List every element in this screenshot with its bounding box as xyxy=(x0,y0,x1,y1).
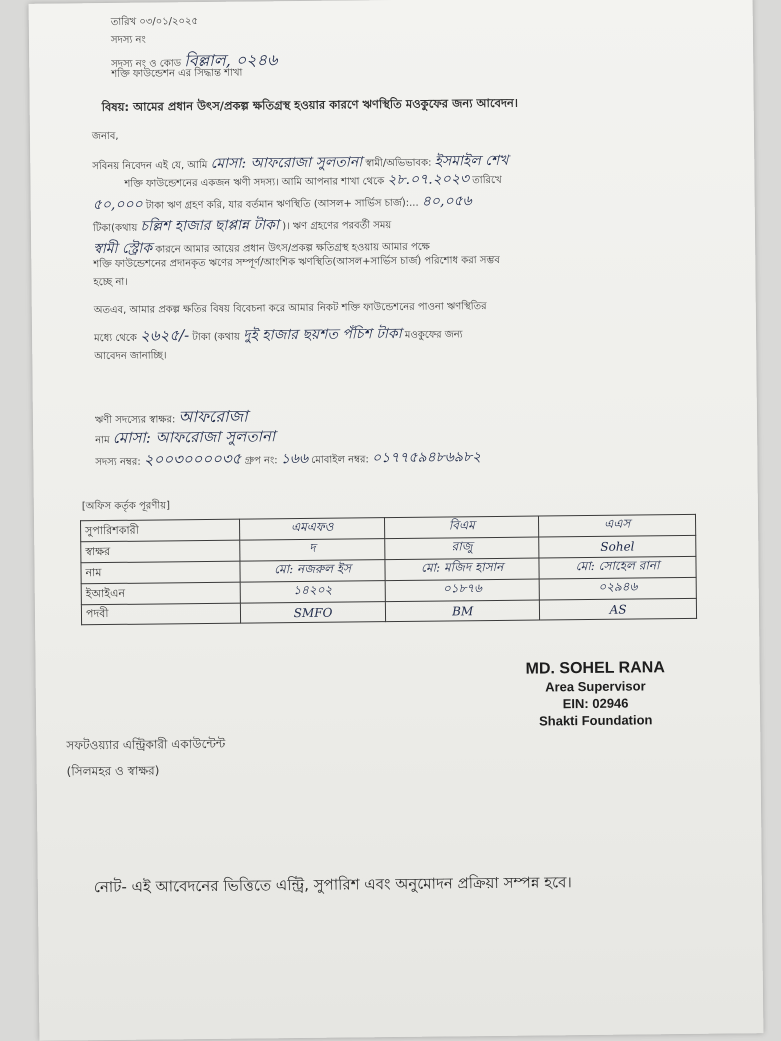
body-line-3-printed: টাকা ঋণ গ্রহণ করি, যার বর্তমান ঋণস্থিতি (আসল+ সার্ভিস চার্জ):... xyxy=(145,197,419,212)
salutation: জনাব, xyxy=(91,130,119,143)
date-suffix: তারিখে xyxy=(472,174,502,187)
date-line: তারিখ ০৩/০১/২০২৫ xyxy=(110,16,199,28)
body-line-1-printed: সবিনয় নিবেদন এই যে, আমি xyxy=(92,159,208,173)
body-line-8: অতএব, আমার প্রকল্প ক্ষতির বিষয় বিবেচনা করে আমার নিকট শক্তি ফাউন্ডেশনের পাওনা ঋণস্থিতির xyxy=(93,301,487,317)
table-cell: সুপারিশকারী xyxy=(81,519,240,542)
header-line: সদস্য নং xyxy=(110,34,146,46)
mobile-number: ০১৭৭৫৯৪৮৬৯৮২ xyxy=(371,449,482,467)
loan-amount-handwritten: ৫০,০০০ xyxy=(92,196,143,214)
member-code-handwritten: বিল্লাল, ০২৪৬ xyxy=(184,50,278,71)
group-label: গ্রুপ নং: xyxy=(244,455,278,467)
table-cell: ইআইএন xyxy=(81,582,240,605)
reason-handwritten: স্বামী স্ট্রোক xyxy=(93,240,153,258)
table-cell: মো: নজরুল ইস xyxy=(240,560,385,583)
table-cell: ১৪২০২ xyxy=(240,581,385,604)
stamp-ein: EIN: 02946 xyxy=(562,695,629,712)
balance-handwritten: ৪০,০৫৬ xyxy=(421,193,472,210)
applicant-name-handwritten: মোসা: আফরোজা সুলতানা xyxy=(210,154,363,172)
supervisor-stamp xyxy=(525,659,665,729)
table-cell: রাজু xyxy=(385,537,539,560)
stamp-name: MD. SOHEL RANA xyxy=(525,659,665,678)
applicant-name: মোসা: আফরোজা সুলতানা xyxy=(112,427,276,447)
table-cell: দ xyxy=(240,539,385,562)
applicant-signature: আফরোজা xyxy=(178,406,248,427)
waiver-words-handwritten: দুই হাজার ছয়শত পঁচিশ টাকা xyxy=(243,325,402,344)
balance-words-handwritten: চল্লিশ হাজার ছাপ্পান্ন টাকা xyxy=(140,217,280,235)
table-cell: AS xyxy=(540,598,697,620)
loan-date-handwritten: ২৮.০৭.২০২৩ xyxy=(387,171,470,189)
branch-line: শক্তি ফাউন্ডেশন এর সিদ্ধান্ত শাখা xyxy=(111,67,243,80)
recommendation-table xyxy=(80,514,697,625)
guardian-handwritten: ইসমাইল শেখ xyxy=(434,152,509,170)
body-line-4-printed: )। ঋণ গ্রহণের পরবর্তী সময় xyxy=(282,220,392,233)
table-cell: ০১৮৭৬ xyxy=(385,579,539,602)
member-number: ২০০৩০০০০৩৫ xyxy=(143,449,242,469)
approver-subtitle: (সিলমহর ও স্বাক্ষর) xyxy=(66,763,160,779)
mobile-label: মোবাইল নম্বর: xyxy=(311,454,369,466)
footer-note: নোট- এই আবেদনের ভিত্তিতে এন্ট্রি, সুপারিশ এবং অনুমোদন প্রক্রিয়া সম্পন্ন হবে। xyxy=(93,873,572,897)
stamp-role: Area Supervisor xyxy=(545,678,646,695)
table-cell: Sohel xyxy=(539,535,696,558)
subject-line: বিষয়: আমের প্রধান উৎস/প্রকল্প ক্ষতিগ্রস্থ হওয়ার কারণে ঋণস্থিতি মওকুফের জন্য আবেদন। xyxy=(101,95,519,115)
table-cell: BM xyxy=(386,600,540,622)
table-cell: মো: সোহেল রানা xyxy=(539,556,696,579)
office-use-heading: [অফিস কর্তৃক পূরণীয়] xyxy=(81,500,171,513)
group-number: ১৬৬ xyxy=(280,450,309,468)
body-line-9-printed-b: টাকা (কথায় xyxy=(192,331,241,344)
name-label: নাম xyxy=(95,434,110,447)
applicant-id-line xyxy=(95,445,481,474)
table-cell: বিএম xyxy=(385,516,539,539)
body-line-7: হচ্ছে না। xyxy=(93,276,128,289)
approver-title: সফটওয়্যার এন্ট্রিকারী একাউন্টেন্ট xyxy=(66,736,226,753)
signature-label: ঋণী সদস্যের স্বাক্ষর: xyxy=(94,414,176,427)
stamp-org: Shakti Foundation xyxy=(538,712,653,729)
body-line-6: শক্তি ফাউন্ডেশনের প্রদানকৃত ঋণের সম্পূর্ণ/আংশিক ঋণস্থিতি(আসল+সার্ভিস চার্জ) পরিশোধ করা সম্ভব xyxy=(93,254,500,271)
table-cell: নাম xyxy=(81,561,240,584)
member-number-label: সদস্য নম্বর: xyxy=(95,456,141,469)
guardian-label: স্বামী/অভিভাবক: xyxy=(365,157,432,170)
body-line-9-printed: মধ্যে থেকে xyxy=(94,332,137,345)
table-cell: পদবী xyxy=(81,603,240,625)
body-line-10: আবেদন জানাচ্ছি। xyxy=(94,350,167,363)
table-cell: স্বাক্ষর xyxy=(81,540,240,563)
body-line-9 xyxy=(94,321,463,350)
body-line-5-printed: কারনে আমার আয়ের প্রধান উৎস/প্রকল্প ক্ষতিগ্রস্থ হওয়ায় আমার পক্ষে xyxy=(155,241,430,256)
table-cell: SMFO xyxy=(240,602,385,624)
table-cell: ০২৯৪৬ xyxy=(539,577,696,600)
table-cell: এএস xyxy=(539,514,696,537)
application-form-paper xyxy=(29,0,764,1041)
table-cell: এমএফও xyxy=(239,518,384,541)
body-line-2-printed: শক্তি ফাউন্ডেশনের একজন ঋণী সদস্য। আমি আপনার শাখা থেকে xyxy=(124,176,385,190)
words-label: টিকা(কথায় xyxy=(92,222,138,235)
body-line-9-printed-c: মওকুফের জন্য xyxy=(404,329,463,341)
waiver-amount-handwritten: ২৬২৫/- xyxy=(139,326,190,345)
member-code-label: সদস্য নং ও কোড xyxy=(111,58,182,70)
table-cell: মো: মজিদ হাসান xyxy=(385,558,539,581)
